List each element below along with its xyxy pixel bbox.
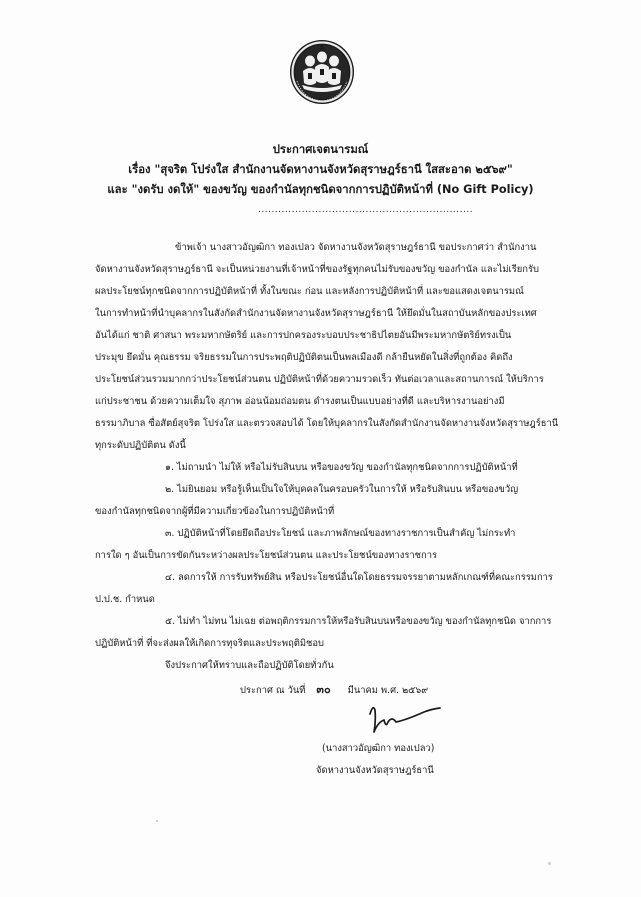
scan-speck — [548, 862, 551, 865]
list-item-5-cont: ปฏิบัติหน้าที่ ที่จะส่งผลให้เกิดการทุจริตและประพฤติมิชอบ — [95, 638, 324, 649]
body-line: ในการทำหน้าที่นำบุคลากรในสังกัดสำนักงานจัดหางานจังหวัดสุราษฎร์ธานี ให้ยึดมั่นในสถาบันหลักของประเทศ — [95, 308, 537, 319]
body-line: ผลประโยชน์ทุกชนิดจากการปฏิบัติหน้าที่ ทั้งในขณะ ก่อน และหลังการปฏิบัติหน้าที่ และขอแสดงเจตนารมณ์ — [95, 286, 524, 297]
date-month-year: มีนาคม พ.ศ. ๒๕๖๙ — [347, 685, 429, 696]
list-item-4-cont: ป.ป.ช. กำหนด — [95, 594, 155, 605]
list-item-5: ๕. ไม่ทำ ไม่ทน ไม่เฉย ต่อพฤติกรรมการให้หรือรับสินบนหรือของขวัญ ของกำนัลทุกชนิด จากการ — [165, 616, 552, 627]
body-line: ธรรมาภิบาล ซื่อสัตย์สุจริต โปร่งใส และตรวจสอบได้ โดยให้บุคลากรในสังกัดสำนักงานจัดหางานจังหวัดสุราษฎร์ธานี — [95, 418, 559, 429]
signer-position: จัดหางานจังหวัดสุราษฎร์ธานี — [316, 765, 434, 776]
list-item-4: ๔. ลดการให้ การรับทรัพย์สิน หรือประโยชน์อื่นใดโดยธรรมจรรยาตามหลักเกณฑ์ที่คณะกรรมการ — [165, 572, 553, 583]
list-item-1: ๑. ไม่ถามนำ ไม่ให้ หรือไม่รับสินบน หรือของขวัญ ของกำนัลทุกชนิดจากการปฏิบัติหน้าที่ — [165, 462, 518, 473]
announcement-subject-2: และ "งดรับ งดให้" ของขวัญ ของกำนัลทุกชนิดจากการปฏิบัติหน้าที่ (No Gift Policy) — [107, 183, 534, 196]
announcement-subject: เรื่อง "สุจริต โปร่งใส สำนักงานจัดหางานจังหวัดสุราษฎร์ธานี ใสสะอาด ๒๕๖๙" — [128, 163, 513, 176]
signature-icon — [366, 700, 446, 740]
date-day: ๓๐ — [316, 683, 331, 696]
body-line: แก่ประชาชน ด้วยความเต็มใจ สุภาพ อ่อนน้อมถ่อมตน ดำรงตนเป็นแบบอย่างที่ดี และบริหารงานอย่างมี — [95, 396, 505, 407]
body-line: จัดหางานจังหวัดสุราษฎร์ธานี จะเป็นหน่วยงานที่เจ้าหน้าที่ของรัฐทุกคนไม่รับของขวัญ ของกำนัล และไม่เรียกรับ — [95, 264, 539, 275]
body-line: ประมุข ยึดมั่น คุณธรรม จริยธรรมในการประพฤติปฏิบัติตนเป็นพลเมืองดี กล้ายืนหยัดในสิ่งที่ถูกต้อง คิดถึง — [95, 352, 513, 363]
announcement-heading: ประกาศเจตนารมณ์ — [272, 143, 369, 156]
body-line: ข้าพเจ้า นางสาวอัญฒิกา ทองเปลว จัดหางานจังหวัดสุราษฎร์ธานี ขอประกาศว่า สำนักงาน — [175, 242, 537, 253]
announcement-title-block — [0, 140, 641, 200]
list-item-3: ๓. ปฏิบัติหน้าที่โดยยึดถือประโยชน์ และภาพลักษณ์ของทางราชการเป็นสำคัญ ไม่กระทำ — [165, 528, 516, 539]
body-line: อันได้แก่ ชาติ ศาสนา พระมหากษัตริย์ และการปกครองระบอบประชาธิปไตยอันมีพระมหากษัตริย์ทรงเป็น — [95, 330, 512, 341]
signer-name: (นางสาวอัญฒิกา ทองเปลว) — [322, 743, 435, 754]
body-line: ประโยชน์ส่วนรวมมากกว่าประโยชน์ส่วนตน ปฏิบัติหน้าที่ด้วยความรวดเร็ว ทันต่อเวลาและสถานการณ์ ให้บริการ — [95, 374, 544, 385]
date-line — [240, 683, 428, 698]
body-line: ทุกระดับปฏิบัติตน ดังนี้ — [95, 440, 186, 451]
title-separator: ................................................................ — [258, 205, 474, 215]
date-prefix: ประกาศ ณ วันที่ — [240, 685, 306, 696]
list-item-2: ๒. ไม่ยินยอม หรือรู้เห็นเป็นใจให้บุคคลในครอบครัวในการให้ หรือรับสินบน หรือของขวัญ — [165, 484, 519, 495]
scan-speck — [156, 820, 158, 822]
government-seal-icon — [289, 39, 355, 105]
list-item-2-cont: ของกำนัลทุกชนิดจากผู้ที่มีความเกี่ยวข้องในการปฏิบัติหน้าที่ — [95, 506, 335, 517]
list-item-3-cont: การใด ๆ อันเป็นการขัดกันระหว่างผลประโยชน์ส่วนตน และประโยชน์ของทางราชการ — [95, 550, 438, 561]
closing-line: จึงประกาศให้ทราบและถือปฏิบัติโดยทั่วกัน — [165, 660, 334, 671]
